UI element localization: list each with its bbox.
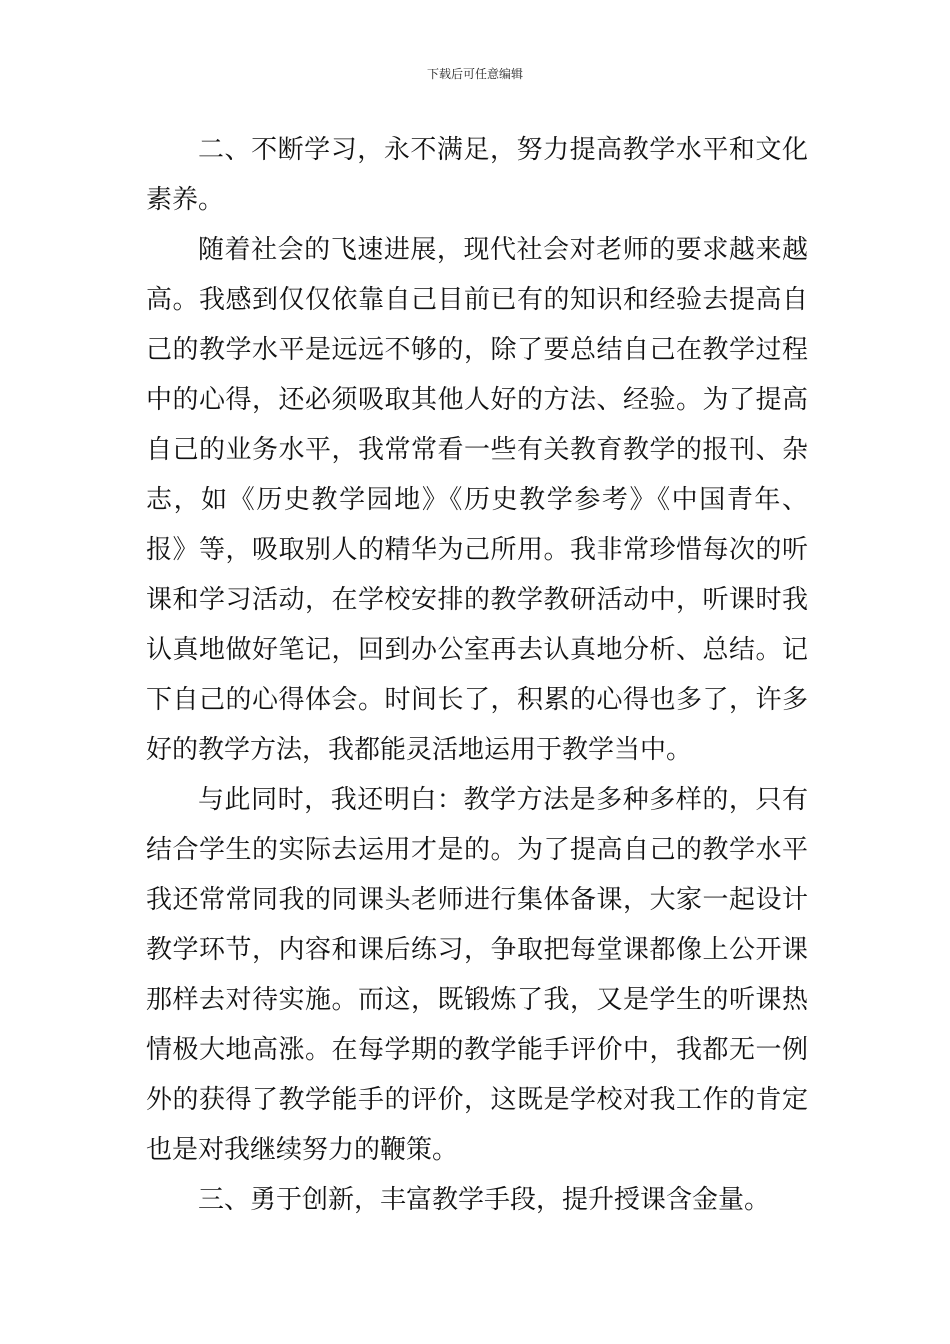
- paragraph-2-line-1: 与此同时，我还明白：教学方法是多种多样的，只有: [198, 785, 808, 815]
- paragraph-2-line-5: 那样去对待实施。而这，既锻炼了我，又是学生的听课热: [146, 985, 808, 1015]
- paragraph-2-line-7: 外的获得了教学能手的评价，这既是学校对我工作的肯定: [146, 1085, 808, 1115]
- paragraph-1-line-2: 高。我感到仅仅依靠自己目前已有的知识和经验去提高自: [146, 285, 808, 315]
- paragraph-1-line-3: 己的教学水平是远远不够的，除了要总结自己在教学过程: [146, 335, 808, 365]
- paragraph-1-line-11: 好的教学方法，我都能灵活地运用于教学当中。: [146, 735, 693, 765]
- section-heading-2-line-1: 二、不断学习，永不满足，努力提高教学水平和文化: [198, 135, 808, 165]
- paragraph-1-line-7: 报》等，吸取别人的精华为己所用。我非常珍惜每次的听: [146, 535, 808, 565]
- paragraph-2-line-2: 结合学生的实际去运用才是的。为了提高自己的教学水平: [146, 835, 808, 865]
- paragraph-1-line-5: 自己的业务水平，我常常看一些有关教育教学的报刊、杂: [146, 435, 808, 465]
- document-body: [146, 125, 808, 1225]
- paragraph-1-line-1: 随着社会的飞速进展，现代社会对老师的要求越来越: [198, 235, 808, 265]
- paragraph-1-line-10: 下自己的心得体会。时间长了，积累的心得也多了，许多: [146, 685, 808, 715]
- paragraph-2-line-4: 教学环节，内容和课后练习，争取把每堂课都像上公开课: [146, 935, 808, 965]
- paragraph-1-line-6: 志，如《历史教学园地》《历史教学参考》《中国青年、: [146, 485, 808, 515]
- section-heading-2-line-2: 素养。: [146, 185, 225, 215]
- paragraph-2-line-3: 我还常常同我的同课头老师进行集体备课，大家一起设计: [146, 885, 808, 915]
- paragraph-1-line-8: 课和学习活动，在学校安排的教学教研活动中，听课时我: [146, 585, 808, 615]
- paragraph-2-line-6: 情极大地高涨。在每学期的教学能手评价中，我都无一例: [146, 1035, 808, 1065]
- paragraph-2-line-8: 也是对我继续努力的鞭策。: [146, 1135, 459, 1165]
- paragraph-1-line-9: 认真地做好笔记，回到办公室再去认真地分析、总结。记: [146, 635, 808, 665]
- page-header: 下载后可任意编辑: [426, 67, 523, 81]
- section-heading-3: 三、勇于创新，丰富教学手段，提升授课含金量。: [198, 1185, 771, 1215]
- paragraph-1-line-4: 中的心得，还必须吸取其他人好的方法、经验。为了提高: [146, 385, 808, 415]
